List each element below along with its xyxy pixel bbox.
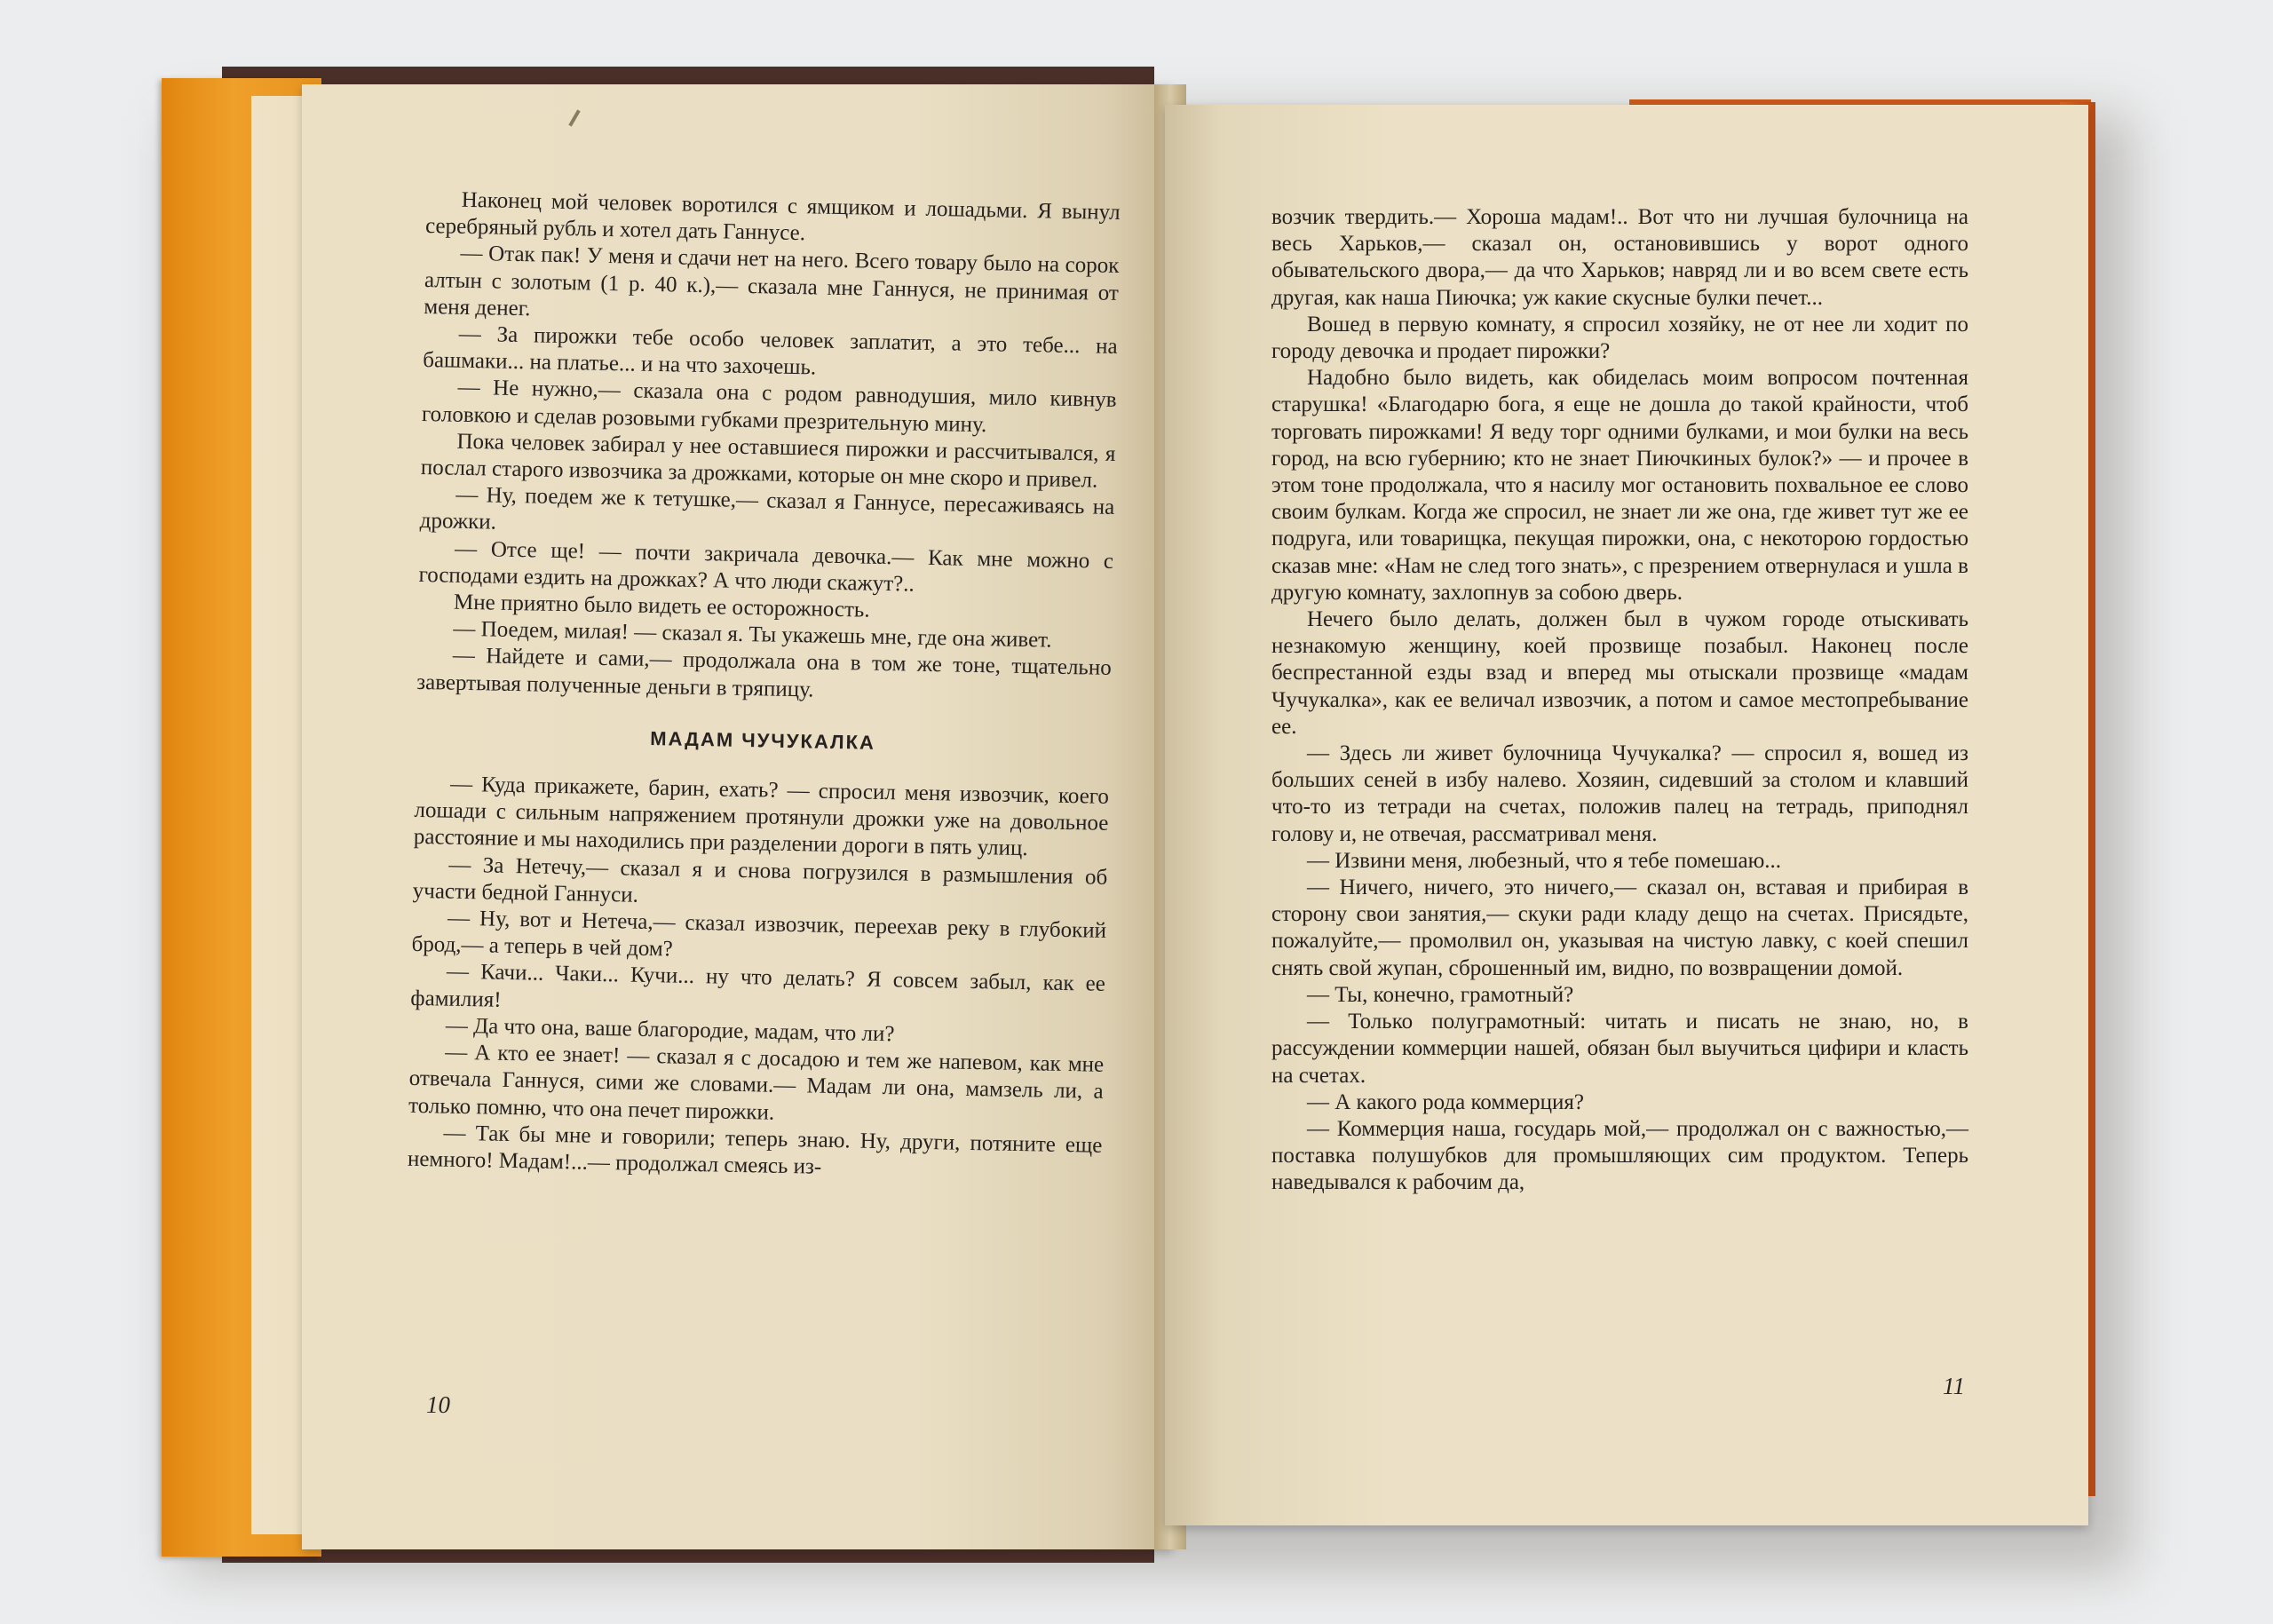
paragraph: — Коммерция наша, государь мой,— продолжал он с важностью,— поставка полушубков для промышляющих сим продуктом. Теперь наведывался к рабочим да, xyxy=(1271,1116,1968,1195)
paragraph: — Да что она, ваше благородие, мадам, что ли? xyxy=(445,1013,895,1047)
paragraph: — Отак пак! У меня и сдачи нет на него. Всего товару было на сорок алтын с золотым (1 р. 40 к.),— сказала мне Ганнуся, не принимая от меня денег. xyxy=(424,242,1120,321)
paragraph: Вошед в первую комнату, я спросил хозяйку, не от нее ли ходит по городу девочка и продает пирожки? xyxy=(1271,312,1968,364)
paragraph: — Ну, поедем же к тетушке,— сказал я Ганнусе, пересаживаясь на дрожки. xyxy=(419,482,1115,535)
paragraph: — Извини меня, любезный, что я тебе помешаю... xyxy=(1307,848,1782,873)
paragraph: — А кто ее знает! — сказал я с досадою и тем же напевом, как мне отвечала Ганнуся, сими же словами.— Мадам ли она, мамзель ли, а только помню, что она печет пирожки. xyxy=(408,1040,1105,1125)
page-number-left: 10 xyxy=(426,1391,450,1418)
right-page-text xyxy=(1271,204,1968,1197)
chapter-heading: МАДАМ ЧУЧУКАЛКА xyxy=(650,726,876,754)
paragraph: — Здесь ли живет булочница Чучукалка? — спросил я, вошед из больших сеней в избу налево. Хозяин, сидевший за столом и клавший что-то из тетради на счетах, положив палец на тетрадь, приподнял голову и, не отвечая, рассматривал меня. xyxy=(1271,741,1968,846)
paragraph: — Ну, вот и Нетеча,— сказал извозчик, переехав реку в глубокий брод,— а теперь в чей дом? xyxy=(411,906,1107,962)
paragraph: — Не нужно,— сказала она с родом равнодушия, мило кивнув головкою и сделав розовыми губками презрительную мину. xyxy=(421,376,1117,437)
paragraph: — Куда прикажете, барин, ехать? — спросил меня извозчик, коего лошади с сильным напряжением протянули дрожки уже на довольное расстояние и мы находились при разделении дороги в пять улиц. xyxy=(413,772,1110,861)
left-page-paragraphs-top xyxy=(416,186,1121,709)
paragraph: — Найдете и сами,— продолжала она в том же тоне, тщательно завертывая полученные деньги в тряпицу. xyxy=(416,644,1112,702)
left-page-text xyxy=(408,186,1121,1186)
paper-mark xyxy=(568,109,580,126)
paragraph: — За Нетечу,— сказал я и снова погрузился в размышления об участи бедной Ганнуси. xyxy=(412,852,1108,907)
paragraph: — Отсе ще! — почти закричала девочка.— Как мне можно с господами ездить на дрожках? А что люди скажут?.. xyxy=(418,536,1114,597)
paragraph: Наконец мой человек воротился с ямщиком и лошадьми. Я вынул серебряный рубль и хотел дать Ганнусе. xyxy=(424,187,1121,246)
left-page xyxy=(302,84,1172,1549)
paragraph: Мне приятно было видеть ее осторожность. xyxy=(453,590,870,622)
page-number-right: 11 xyxy=(1943,1373,1965,1399)
paragraph: — Так бы мне и говорили; теперь знаю. Ну, други, потяните еще немного! Мадам!...— продолжал смеясь из- xyxy=(407,1121,1103,1179)
right-page xyxy=(1165,105,2088,1525)
paragraph: Пока человек забирал у нее оставшиеся пирожки и рассчитывался, я послал старого извозчика за дрожками, которые он мне скоро и привел. xyxy=(420,429,1116,493)
paragraph: — Ты, конечно, грамотный? xyxy=(1307,982,1574,1007)
paragraph: — Ничего, ничего, это ничего,— сказал он, вставая и прибирая в сторону свои занятия,— скуки ради кладу дещо на счетах. Присядьте, пожалуйте,— промолвил он, указывая на чистую лавку, с коей спешил снять свой жупан, сброшенный им, видно, по возвращении домой. xyxy=(1271,875,1968,980)
paragraph: — А какого рода коммерция? xyxy=(1307,1089,1585,1114)
paragraph: — Поедем, милая! — сказал я. Ты укажешь мне, где она живет. xyxy=(453,616,1052,653)
paragraph: Нечего было делать, должен был в чужом городе отыскивать незнакомую женщину, коей прозвище позабыл. Наконец после беспрестанной езды взад и вперед мы отыскали прозвище «мадам Чучукалка», как ее величал извозчик, а потом и самое местопребывание ее. xyxy=(1271,607,1968,739)
left-page-paragraphs-bottom xyxy=(408,771,1110,1186)
paragraph: Надобно было видеть, как обиделась моим вопросом почтенная старушка! «Благодарю бога, я еще не дошла до такой крайности, чтоб торговать пирожками! Я веду торг одними булками, и мои булки на весь город, на всю губернию; кто не знает Пиючкиных булок?» — и прочее в этом тоне продолжала, что я насилу мог остановить похвальное ее слово своим булкам. Когда же спросил, не знает ли же она, где живет тут же ее подруга, или товарищка, пекущая пирожки, она, с некоторою гордостью сказав мне: «Нам не след того знать», с презрением отвернулася и ушла в другую комнату, захлопнув за собою дверь. xyxy=(1271,366,1968,605)
paragraph: — За пирожки тебе особо человек заплатит, а это тебе... на башмаки... на платье... и на что захочешь. xyxy=(422,321,1118,380)
paragraph: возчик твердить.— Хороша мадам!.. Вот что ни лучшая булочница на весь Харьков,— сказал он, остановившись у ворот одного обывательского двора,— да что Харьков; навряд ли и во всем свете есть другая, как наша Пиючка; уж какие скусные булки печет... xyxy=(1271,205,1968,310)
paragraph: — Только полуграмотный: читать и писать не знаю, но, в рассуждении коммерции нашей, обязан был выучиться цифири и класть на счетах. xyxy=(1271,1010,1968,1088)
paragraph: — Качи... Чаки... Кучи... ну что делать? Я совсем забыл, как ее фамилия! xyxy=(410,960,1106,1012)
